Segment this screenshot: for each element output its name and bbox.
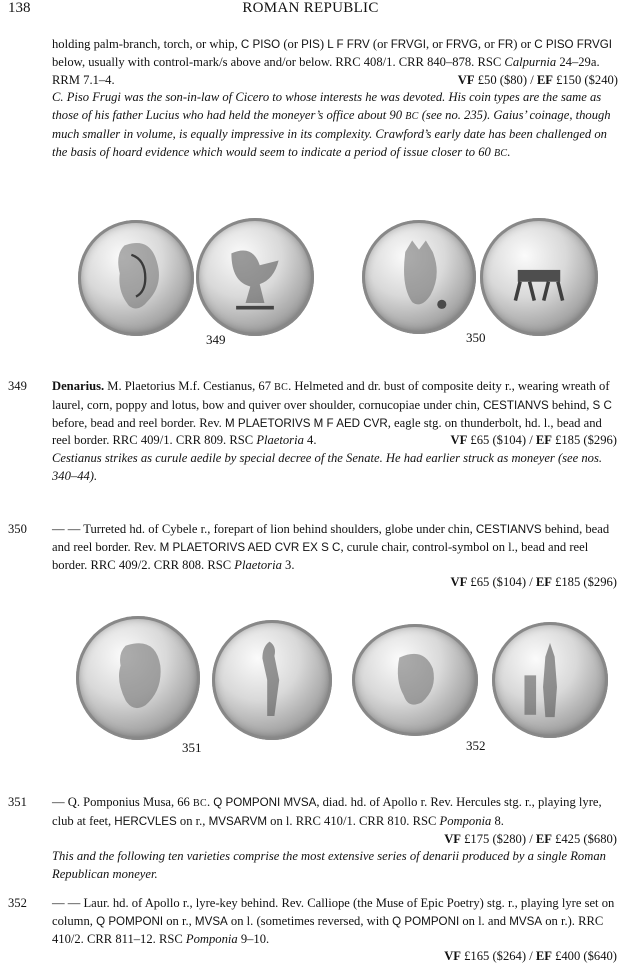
coin-legend: M PLAETORIVS AED CVR EX S C [159,540,341,554]
coin-legend: CESTIANVS [483,398,549,412]
plate-caption-351: 351 [182,740,202,755]
plate-caption-350: 350 [466,330,486,345]
catalogue-entry-351 [8,794,617,884]
coin-352-obverse-image [352,624,478,736]
entry-348-description: holding palm-branch, torch, or whip, C PISO (or PIS) L F FRV (or FRVGI, or FRVG, or FR) or C PISO FRVGI below, usually with control-mark/s above and/or below. RRC 408/1. CRR 840–878. RSC Calpurnia 24–29a. RRM 7.1–4. VF £50 ($80) / EF £150 ($240) [52,36,618,89]
catalogue-entry-349 [8,378,617,486]
page-number: 138 [8,0,31,16]
price-grades: VF £50 ($80) / EF £150 ($240) [457,72,618,87]
running-title: ROMAN REPUBLIC [242,0,379,16]
coin-legend: PIS [301,38,320,51]
catalogue-entry-352 [8,895,617,966]
coin-legend: S C [592,398,612,412]
price-grades: VF £65 ($104) / EF £185 ($296) [450,433,617,448]
coin-plate-351-352 [52,608,618,766]
coin-legend: Q POMPONI MVSA [213,796,317,809]
coin-351-reverse-image [212,620,332,740]
entry-number: 349 [8,379,27,393]
coin-plate-349-350 [52,210,618,350]
catalogue-entry-350 [8,521,617,592]
coin-351-obverse-image [76,616,200,740]
coin-legend: FR [497,38,514,51]
historical-note: C. Piso Frugi was the son-in-law of Cicero to whose interests he was devoted. His coin types are the same as those of his father Lucius who had held the moneyer’s office about 90 BC (see no. 235). Gaius’ coinage, though much smaller in volume, is equally impressive in its complexity. Crawford’s early date has been challenged on the basis of hoard evidence which would seem to indicate a period of issue closer to 60 BC. [52,90,611,159]
coin-350-reverse-image [480,218,598,336]
entry-number: 350 [8,522,27,536]
plate-caption-352: 352 [466,738,486,753]
entry-description: Denarius. M. Plaetorius M.f. Cestianus, 67 BC. Helmeted and dr. bust of composite deity r., wearing wreath of laurel, corn, poppy and lotus, bow and quiver over shoulder, cornucopiae under chin, CESTIANVS behind, S C before, bead and reel border. Rev. M PLAETORIVS M F AED CVR, eagle stg. on thunderbolt, hd. l., bead and reel border. RRC 409/1. CRR 809. RSC Plaetoria 4. VF £65 ($104) / EF £185 ($296) Cestianus strikes as curule aedile by special decree of the Senate. He had earlier struck as moneyer (see nos. 340–44). [52,378,617,486]
page-header [8,0,613,22]
coin-legend: MVSA [194,914,228,928]
coin-legend: Q POMPONI [96,914,164,928]
entry-number: 351 [8,795,27,809]
plate-caption-349: 349 [206,332,226,347]
entry-description: — Q. Pomponius Musa, 66 BC. Q POMPONI MVSA, diad. hd. of Apollo r. Rev. Hercules stg. r., playing lyre, club at feet, HERCVLES on r., MVSARVM on l. RRC 410/1. CRR 810. RSC Pomponia 8. VF £175 ($280) / EF £425 ($680) This and the following ten varieties comprise the most extensive series of denarii produced by a single Roman Republican moneyer. [52,794,617,884]
coin-349-reverse-image [196,218,314,336]
coin-legend: FRVG [445,38,478,51]
entry-note: This and the following ten varieties comprise the most extensive series of denarii produced by a single Roman Republican moneyer. [52,849,606,882]
coin-legend: HERCVLES [114,814,177,828]
coin-legend: L F FRV [327,38,370,51]
entry-note: Cestianus strikes as curule aedile by special decree of the Senate. He had earlier struck as moneyer (see nos. 340–44). [52,451,603,483]
entry-description: — — Turreted hd. of Cybele r., forepart of lion behind shoulders, globe under chin, CESTIANVS behind, bead and reel border. Rev. M PLAETORIVS AED CVR EX S C, curule chair, control-symbol on l., bead and reel border. RRC 409/2. CRR 808. RSC Plaetoria 3. VF £65 ($104) / EF £185 ($296) [52,521,617,592]
coin-349-obverse-image [78,220,194,336]
coin-legend: FRVGI [390,38,426,51]
coin-352-reverse-image [492,622,608,738]
entry-348-continuation [52,36,618,163]
coin-legend: Q POMPONI [392,914,460,928]
coin-legend: MVSARVM [208,814,268,828]
price-grades: VF £175 ($280) / EF £425 ($680) [444,831,617,846]
price-grades: VF £65 ($104) / EF £185 ($296) [450,575,617,590]
coin-legend: MVSA [509,914,543,928]
entry-number: 352 [8,896,27,910]
entry-description: — — Laur. hd. of Apollo r., lyre-key behind. Rev. Calliope (the Muse of Epic Poetry) stg. r., playing lyre set on column, Q POMPONI on r., MVSA on l. (sometimes reversed, with Q POMPONI on l. and MVSA on r.). RRC 410/2. CRR 811–12. RSC Pomponia 9–10. VF £165 ($264) / EF £400 ($640) [52,895,617,966]
coin-legend: M PLAETORIVS M F AED CVR [224,416,388,430]
coin-legend: CESTIANVS [475,523,542,536]
price-grades: VF £165 ($264) / EF £400 ($640) [444,949,617,964]
coin-legend: C PISO FRVGI [534,38,613,51]
coin-legend: C PISO [240,38,281,51]
coin-350-obverse-image [362,220,476,334]
